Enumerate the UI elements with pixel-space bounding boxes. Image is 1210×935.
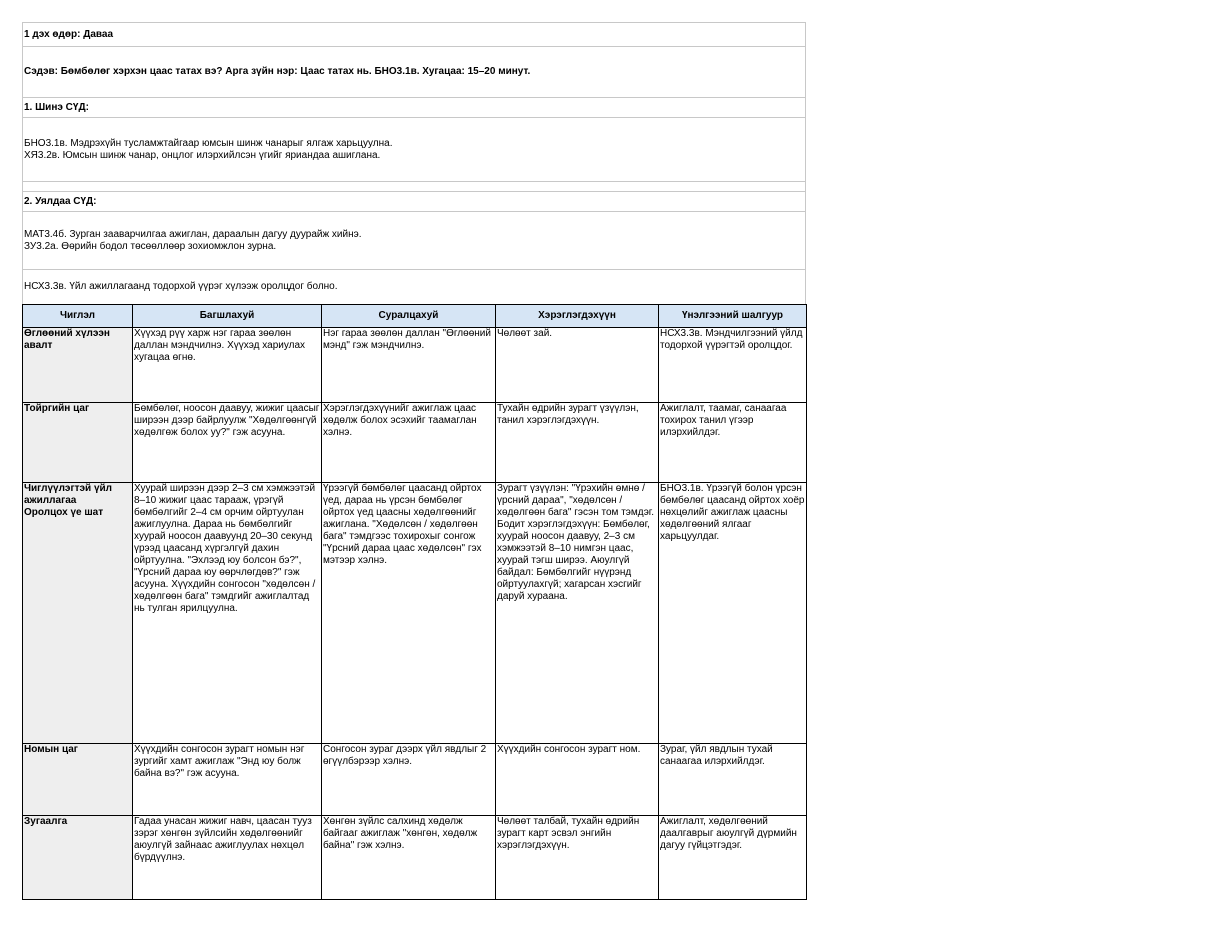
table-row: [23, 328, 807, 403]
col-header-materials: Хэрэглэгдэхүүн: [496, 305, 659, 328]
lesson-plan-sheet: [22, 22, 806, 900]
phase-title: Чиглүүлэгтэй үйл ажиллагаа: [24, 483, 113, 506]
table-header-row: [23, 305, 807, 328]
phase-cell: Өглөөний хүлээн авалт: [23, 328, 133, 403]
phase-cell: Зугаалга: [23, 816, 133, 900]
table-row: [23, 483, 807, 744]
learning-cell: Үрээгүй бөмбөлөг цаасанд ойртох үед, дараа нь үрсэн бөмбөлөг ойртох үед цаасны хөдөлгөөнийг ажиглана. "Хөдөлсөн / хөдөлгөөн бага" тэмдгээс тохирохыг сонгож "Үрсний дараа цаас хөдөлсөн" гэх мэтээр хэлнэ.: [322, 483, 496, 744]
section1-line: БНО3.1в. Мэдрэхүйн тусламжтайгаар юмсын шинж чанарыг ялгаж харьцуулна.: [24, 138, 393, 149]
materials-cell: Чөлөөт зай.: [496, 328, 659, 403]
assessment-cell: БНО3.1в. Үрээгүй болон үрсэн бөмбөлөг цаасанд ойртох хоёр нөхцөлийг ажиглаж цаасны хөдөлгөөний ялгааг харьцуулдаг.: [659, 483, 807, 744]
learning-cell: Хөнгөн зүйлс салхинд хөдөлж байгааг ажиглаж "хөнгөн, хөдөлж байна" гэж хэлнэ.: [322, 816, 496, 900]
topic-line: Сэдэв: Бөмбөлөг хэрхэн цаас татах вэ? Арга зүйн нэр: Цаас татах нь. БНО3.1в. Хугацаа: 15–20 минут.: [22, 46, 806, 97]
materials-cell: Хүүхдийн сонгосон зурагт ном.: [496, 744, 659, 816]
col-header-learning: Суралцахуй: [322, 305, 496, 328]
day-title: 1 дэх өдөр: Даваа: [22, 22, 806, 46]
teaching-cell: Гадаа унасан жижиг навч, цаасан тууз зэрэг хөнгөн зүйлсийн хөдөлгөөнийг аюулгүй зайнаас ажиглуулах нөхцөл бүрдүүлнэ.: [133, 816, 322, 900]
section2-line: ЗУ3.2а. Өөрийн бодол төсөөллөөр зохиомжлон зурна.: [24, 241, 277, 252]
materials-cell: Тухайн өдрийн зурагт үзүүлэн, танил хэрэглэгдэхүүн.: [496, 403, 659, 483]
section1-heading: 1. Шинэ СҮД:: [22, 97, 806, 117]
phase-subtitle: Оролцох үе шат: [24, 507, 104, 518]
table-row: [23, 816, 807, 900]
learning-cell: Нэг гараа зөөлөн даллан "Өглөөний мэнд" гэж мэндчилнэ.: [322, 328, 496, 403]
assessment-cell: Ажиглалт, хөдөлгөөний даалгаврыг аюулгүй дүрмийн дагуу гүйцэтгэдэг.: [659, 816, 807, 900]
teaching-cell: Хуурай ширээн дээр 2–3 см хэмжээтэй 8–10 жижиг цаас тарааж, үрэгүй бөмбөлгийг 2–4 см орчим ойртуулан ажиглуулна. Дараа нь бөмбөлгийг хуурай ноосон даавуунд 20–30 секунд үрээд цаасанд хүргэлгүй дахин ойртуулна. "Эхлээд юу болсон бэ?", "Үрсний дараа юу өөрчлөгдөв?" гэж асууна. Хүүхдийн сонгосон "хөдөлсөн / хөдөлгөөн бага" тэмдгийг ажиглалтад нь тулган ярилцуулна.: [133, 483, 322, 744]
assessment-cell: Ажиглалт, таамаг, санаагаа тохирох танил үгээр илэрхийлдэг.: [659, 403, 807, 483]
assessment-cell: Зураг, үйл явдлын тухай санаагаа илэрхийлдэг.: [659, 744, 807, 816]
materials-cell: Чөлөөт талбай, тухайн өдрийн зурагт карт эсвэл энгийн хэрэглэгдэхүүн.: [496, 816, 659, 900]
table-row: [23, 403, 807, 483]
table-row: [23, 744, 807, 816]
assessment-cell: НСХ3.3в. Мэндчилгээний үйлд тодорхой үүрэгтэй оролцдог.: [659, 328, 807, 403]
section2-extra: НСХ3.3в. Үйл ажиллагаанд тодорхой үүрэг хүлээж оролцдог болно.: [22, 269, 806, 304]
phase-cell: [23, 483, 133, 744]
learning-cell: Хэрэглэгдэхүүнийг ажиглаж цаас хөдөлж болох эсэхийг таамаглан хэлнэ.: [322, 403, 496, 483]
section2-heading: 2. Уялдаа СҮД:: [22, 191, 806, 211]
teaching-cell: Бөмбөлөг, ноосон даавуу, жижиг цаасыг ширээн дээр байрлуулж "Хөдөлгөөнгүй хөдөлгөж болох уу?" гэж асууна.: [133, 403, 322, 483]
phase-cell: Тойргийн цаг: [23, 403, 133, 483]
section1-body: [22, 117, 806, 181]
phase-cell: Номын цаг: [23, 744, 133, 816]
section2-body: [22, 211, 806, 269]
learning-cell: Сонгосон зураг дээрх үйл явдлыг 2 өгүүлбэрээр хэлнэ.: [322, 744, 496, 816]
activity-table: [22, 304, 807, 900]
section-gap: [22, 181, 806, 191]
materials-cell: Зурагт үзүүлэн: "Үрэхийн өмнө / үрсний дараа", "хөдөлсөн / хөдөлгөөн бага" гэсэн том тэмдэг. Бодит хэрэглэгдэхүүн: Бөмбөлөг, хуурай ноосон даавуу, 2–3 см хэмжээтэй 8–10 нимгэн цаас, хуурай тэгш ширээ. Аюулгүй байдал: Бөмбөлгийг нүүрэнд ойртуулахгүй; хагарсан хэсгийг даруй хураана.: [496, 483, 659, 744]
col-header-direction: Чиглэл: [23, 305, 133, 328]
teaching-cell: Хүүхдийн сонгосон зурагт номын нэг зургийг хамт ажиглаж "Энд юу болж байна вэ?" гэж асууна.: [133, 744, 322, 816]
section1-line: ХЯ3.2в. Юмсын шинж чанар, онцлог илэрхийлсэн үгийг яриандаа ашиглана.: [24, 150, 381, 161]
col-header-assessment: Үнэлгээний шалгуур: [659, 305, 807, 328]
teaching-cell: Хүүхэд рүү харж нэг гараа зөөлөн даллан мэндчилнэ. Хүүхэд хариулах хугацаа өгнө.: [133, 328, 322, 403]
col-header-teaching: Багшлахуй: [133, 305, 322, 328]
section2-line: МАТ3.4б. Зурган зааварчилгаа ажиглан, дараалын дагуу дуурайж хийнэ.: [24, 229, 362, 240]
